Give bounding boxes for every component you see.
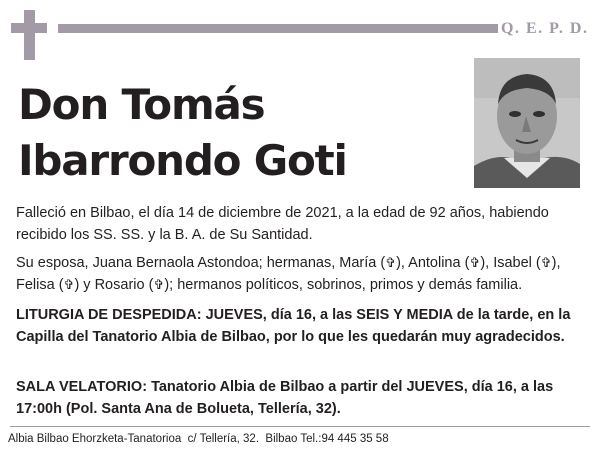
cross-icon-vertical	[24, 10, 35, 60]
qepd-label: Q. E. P. D.	[501, 20, 589, 37]
family-text-2: ), Antolina (	[396, 255, 470, 271]
deceased-photo	[474, 58, 580, 188]
cross-icon: ✞	[153, 277, 165, 292]
cross-icon-horizontal	[11, 23, 47, 33]
cross-icon: ✞	[469, 255, 481, 270]
deceased-name-line-1: Don Tomás	[18, 80, 265, 129]
family-paragraph	[16, 252, 590, 296]
wake-room-paragraph: SALA VELATORIO: Tanatorio Albia de Bilbao a partir del JUEVES, día 16, a las 17:00h (Pol. Santa Ana de Bolueta, Tellería, 32).	[16, 379, 554, 417]
cross-icon: ✞	[540, 255, 552, 270]
cross-icon: ✞	[63, 277, 75, 292]
funeral-home-footer: Albia Bilbao Ehorzketa-Tanatorioa c/ Tellería, 32. Bilbao Tel.:94 445 35 58	[8, 433, 389, 445]
cross-icon: ✞	[385, 255, 397, 270]
family-text-3: ), Isabel (	[480, 255, 541, 271]
family-text-5: ) y Rosario (	[74, 277, 154, 293]
family-text-6: ); hermanos políticos, sobrinos, primos y demás familia.	[164, 277, 523, 293]
death-announcement-paragraph: Falleció en Bilbao, el día 14 de diciembre de 2021, a la edad de 92 años, habiendo recibido los SS. SS. y la B. A. de Su Santidad.	[16, 205, 549, 243]
header-rule	[58, 24, 498, 33]
family-text-1: Su esposa, Juana Bernaola Astondoa; hermanas, María (	[16, 255, 386, 271]
family-text-4: ), Felisa (	[16, 255, 561, 293]
footer-rule	[10, 426, 590, 427]
liturgy-paragraph: LITURGIA DE DESPEDIDA: JUEVES, día 16, a las SEIS Y MEDIA de la tarde, en la Capilla del Tanatorio Albia de Bilbao, por lo que les quedarán muy agradecidos.	[16, 307, 571, 345]
deceased-name-line-2: Ibarrondo Goti	[18, 136, 347, 185]
